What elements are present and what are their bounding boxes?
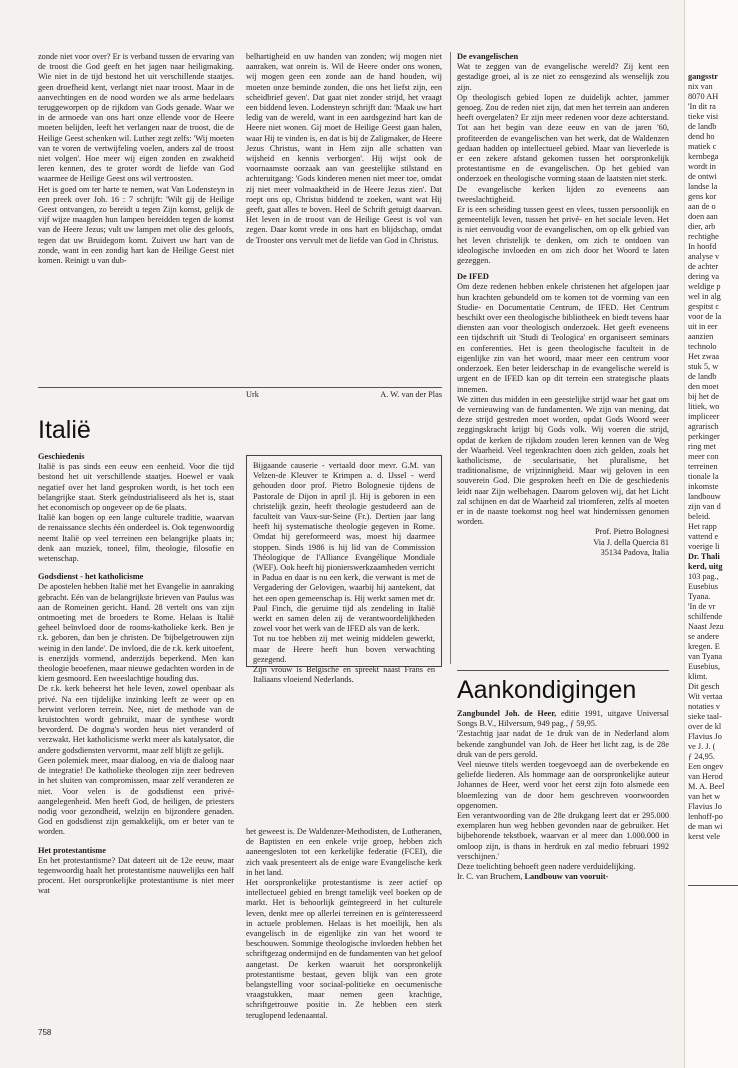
adjacent-page-line: aan de o bbox=[688, 202, 716, 211]
adjacent-page-line: landse la bbox=[688, 182, 718, 191]
section-title-italie: Italië bbox=[38, 416, 91, 444]
right-column bbox=[457, 52, 669, 558]
book-title: Zangbundel Joh. de Heer, bbox=[457, 709, 557, 718]
paragraph: Een verantwoording van de 28e drukgang leert dat er 295.000 exemplaren hun weg hebben gevonden naar de gebruiker. Het bijbehorende tekstboek, waarvan er al meer dan 1.000.000 in omloop zijn, is thans in herdruk en zal medio februari 1992 verschijnen.' bbox=[457, 811, 669, 861]
paragraph: Er is een scheiding tussen geest en vlees, tussen persoonlijk en gemeentelijk leven, tussen het privé- en het sociale leven. Het is niet eenvoudig voor de evangelischen, om op elk gebied van het leven christelijk te denken, om zich te ontdoen van ideologische invloeden en om zich door het Woord te laten gezeggen. bbox=[457, 205, 669, 266]
book-title: Landbouw van vooruit- bbox=[524, 872, 609, 882]
signature-place: Urk bbox=[246, 390, 259, 399]
adjacent-page-line: analyse v bbox=[688, 252, 720, 261]
top-divider bbox=[38, 387, 442, 388]
section-heading: Geschiedenis bbox=[38, 452, 85, 461]
adjacent-page-line: notaties v bbox=[688, 702, 721, 711]
paragraph: Wat te zeggen van de evangelische wereld? Zij kent een gestadige groei, al is ze niet zo eensgezind als wenselijk zou zijn. bbox=[457, 62, 669, 92]
adjacent-page-line: sieke taal- bbox=[688, 712, 722, 721]
intro-box bbox=[246, 455, 442, 685]
adjacent-page-line: kernbega bbox=[688, 152, 719, 161]
paragraph: Tot nu toe hebben zij met weinig middelen gewerkt, maar de Heere heeft hun boven verwachting gezegend. bbox=[253, 634, 435, 664]
adjacent-page-line: ƒ 24,95. bbox=[688, 752, 715, 761]
adjacent-page-line: de achter bbox=[688, 262, 719, 271]
adjacent-page-line: Het rapp bbox=[688, 522, 717, 531]
adjacent-page-line: aanzien bbox=[688, 332, 714, 341]
aankondigingen-divider bbox=[457, 670, 669, 671]
adjacent-page-line: voerige li bbox=[688, 542, 720, 551]
adjacent-page-line: Dr. Thali bbox=[688, 552, 720, 561]
adjacent-page-line: perkinger bbox=[688, 432, 720, 441]
adjacent-page-line: de landb bbox=[688, 372, 717, 381]
adjacent-page-line: technolo bbox=[688, 342, 717, 351]
adjacent-page-line: ve J. J. ( bbox=[688, 742, 716, 751]
paragraph: We zitten dus midden in een geestelijke strijd waar het gaat om de vernieuwing van de fundamenten. We zijn van mening, dat deze strijd gestreden moet worden, opdat Gods Woord weer zeggingskracht krijgt bij Gods volk. Wij voeren die strijd, opdat de kerken de rijkdom zouden leren kennen van de Weg der Waarheid. Veel tegenkrachten doen zich gelden, zoals het katholicisme, de secularisatie, het pluralisme, het traditionalisme, de vrijzinnigheid. Maar wij geloven in een souverein God. Die gesproken heeft en Die de geschiedenis leidt naar Zijn welbehagen. Daarom geloven wij, dat het Licht zal schijnen en dat de Waarheid zal triomferen, zelfs al moeten er in de naaste toekomst nog heel wat hindernissen genomen worden. bbox=[457, 394, 669, 527]
adjacent-page-line: se andere bbox=[688, 632, 720, 641]
adjacent-page-line: Tyana. bbox=[688, 592, 711, 601]
adjacent-page-line: Het zwaa bbox=[688, 352, 720, 361]
adjacent-page-line: wel in alg bbox=[688, 292, 721, 301]
adjacent-page-line: 103 pag., bbox=[688, 572, 719, 581]
adjacent-page-line: 8070 AH bbox=[688, 92, 719, 101]
paragraph: Zijn vrouw is Belgische en spreekt naast Frans en Italiaans vloeiend Nederlands. bbox=[253, 665, 435, 685]
italie-left-column bbox=[38, 452, 234, 897]
paragraph: belhartigheid en uw handen van zonden; wij mogen niet aanraken, wat onrein is. Wil de Heere onder ons wonen, wij mogen geen een zonde aan de hand houden, wij moeten onze beminde zonden, die ons het liefst zijn, een scheidbrief geven'. Dat gaat niet zonder strijd, het vraagt een biddend leven. Lodensteyn schrijft dan: 'Maak uw hart ledig van de wereld, want in een aardsgezind hart kan de Heere niet wonen. Gij moet de Heilige Geest gaan halen, waar Hij te vinden is, en dat is bij de Zaligmaker, de Heere Jezus Christus, want in Hem zijn alle schatten van wijsheid en kennis verborgen'. Hij wijst ook de voornaamste oorzaak aan van geestelijke stilstand en achteruitgang: 'Gods kinderen menen niet meer toe, omdat zij niet meer volmaaktheid in de Heere Jezus zien'. Dat roept ons op, Christus biddend te zoeken, want wat Hij geeft, gaat alles te boven. Heel de Schrift getuigt daarvan. Het leven in de troost van de Heilige Geest is vol van zegen. Daar komt vrede in ons hart en blijdschap, omdat de Trooster ons vervult met de liefde van God in Christus. bbox=[246, 52, 442, 245]
adjacent-page-line: nix van bbox=[688, 82, 713, 91]
aankondigingen-column bbox=[457, 709, 669, 882]
paragraph: Het is goed om ter harte te nemen, wat Van Lodensteyn in een preek over Joh. 16 : 7 schrijft: 'Wilt gij de Heilige Geest ontvangen, zo bereidt u tegen Zijn komst, gelijk de vijf wijze maagden hun lampen bereidden tegen de komst van de Heere Jezus; vult uw lampen met olie des geloofs, tegen dat uw Bruidegom komt. Zuivert uw hart van de zonde, want in een zondig hart kan de Heilige Geest niet komen. Reinigt u van dub- bbox=[38, 184, 234, 266]
adjacent-page-line: klimt. bbox=[688, 672, 708, 681]
paragraph: Bijgaande causerie - vertaald door mevr. G.M. van Velzen-de Kleuver te Krimpen a. d. IJssel - werd gehouden door prof. Pietro Bolognesie tijdens de Pastorale de Dijon in april jl. Hij is geboren in een christelijk gezin, heeft theologie gestudeerd aan de faculteit van Vaux-sur-Seine (Fr.). Dertien jaar lang heeft hij systematische theologie gegeven in Rome. Omdat hij gereformeerd was, moest hij daarmee stoppen. Sinds 1986 is hij lid van de Commission Théologique de l'Alliance Evangélique Mondiale (WEF). Ook heeft hij pionierswerkzaamheden verricht in Padua en daar is nu een kerk, die verwant is met de Vergadering der Gelovigen, waarbij hij aantekent, dat het een open gemeenschap is. Hij werkt samen met dr. Paul Finch, die geruime tijd als zendeling in Italië werkt en samen delen zij de verantwoordelijkheden zowel voor het werk van de IFED als van de kerk. bbox=[253, 461, 435, 634]
adjacent-page-line: rechtighe bbox=[688, 232, 719, 241]
adjacent-page-line: terreinen bbox=[688, 462, 718, 471]
adjacent-page-line: de landb bbox=[688, 122, 717, 131]
section-heading: De evangelischen bbox=[457, 52, 519, 61]
adjacent-page-line: voor de la bbox=[688, 312, 722, 321]
adjacent-page-line: den moet bbox=[688, 382, 719, 391]
adjacent-page-line: de ontwi bbox=[688, 172, 717, 181]
adjacent-page-line: In hoofd bbox=[688, 242, 717, 251]
adjacent-page-line: 'In dit ra bbox=[688, 102, 716, 111]
adjacent-page-line: van het w bbox=[688, 792, 721, 801]
paragraph: En het protestantisme? Dat dateert uit de 12e eeuw, maar tegenwoordig haalt het protestantisme nauwelijks een half procent. Het oorspronkelijke protestantisme is niet meer wat bbox=[38, 855, 234, 896]
column-divider bbox=[450, 52, 451, 664]
adjacent-page-line: Flavius Jo bbox=[688, 802, 722, 811]
signature-author: A. W. van der Plas bbox=[380, 390, 442, 399]
middle-top-column bbox=[246, 52, 442, 246]
adjacent-page-line: van Tyana bbox=[688, 652, 723, 661]
paragraph: zonde niet voor over? Er is verband tussen de ervaring van de troost die God geeft en het jagen naar heiligmaking. Wie niet in de tijd bestond het uit verschillende staatjes. geen droefheid kent, verlangt niet naar troost. Maar in de aanvechtingen en de nood worden we als arme bedelaars teruggeworpen op de rijkdom van Gods genade. Waar we in de armoede van ons hart onze ellende voor de Heere moeten belijden, leeft het verlangen naar de troost, die de Heilige Geest schenken wil. Luther zegt zelfs: 'Wij moeten van te voren de vertwijfeling voelen, anders zal de troost niet volgen'. Hoe meer wij eigen zonden en zwakheid leren kennen, des te groter wordt de liefde van God waarmee de Heilige Geest ons wil vertroosten. bbox=[38, 52, 234, 184]
paragraph: De evangelische kerken lijden zo eveneens aan tweeslachtigheid. bbox=[457, 184, 669, 204]
adjacent-page-line: Dit gesch bbox=[688, 682, 720, 691]
paragraph: Italië kan bogen op een lange culturele traditie, waarvan de renaissance slechts één onderdeel is. Ook tegenwoordig neemt Italië op veel terreinen een belangrijke plaats in; denk aan muziek, toneel, film, theologie, filosofie en wetenschap. bbox=[38, 513, 234, 564]
page-number: 758 bbox=[38, 1028, 52, 1037]
adjacent-page-line: kerd, uitg bbox=[688, 562, 723, 571]
adjacent-page-line: Wit vertaa bbox=[688, 692, 723, 701]
address-line: Prof. Pietro Bolognesi bbox=[595, 527, 669, 537]
adjacent-page-line: kerst vele bbox=[688, 832, 721, 841]
adjacent-page-line: Een ongev bbox=[688, 762, 724, 771]
adjacent-page-line: tieke visi bbox=[688, 112, 719, 121]
adjacent-page-line: van Herod bbox=[688, 772, 723, 781]
adjacent-page-line: stuk 5, w bbox=[688, 362, 719, 371]
adjacent-page-edge bbox=[684, 0, 738, 1068]
section-heading: Godsdienst - het katholicisme bbox=[38, 572, 144, 582]
adjacent-page-line: landbouw bbox=[688, 492, 721, 501]
section-title-aankondigingen: Aankondigingen bbox=[457, 676, 637, 704]
adjacent-page-line: 'In de vr bbox=[688, 602, 716, 611]
signature bbox=[246, 390, 442, 400]
adjacent-page-line: gespitst c bbox=[688, 302, 720, 311]
paragraph: het geweest is. De Waldenzer-Methodisten, de Lutheranen, de Baptisten en een enkele vrije groep, hebben zich aaneengesloten tot een kerkelijke federatie (FCEI), die zich vaak presenteert als de enige ware Evangelische kerk in het land. bbox=[246, 827, 442, 877]
section-heading: Het protestantisme bbox=[38, 845, 106, 855]
left-top-column bbox=[38, 52, 234, 266]
book-entry bbox=[457, 709, 669, 729]
adjacent-page-text bbox=[688, 72, 738, 842]
address-line: 35134 Padova, Italia bbox=[600, 547, 669, 557]
adjacent-page-line: uit in eer bbox=[688, 322, 718, 331]
adjacent-page-line: impliceer bbox=[688, 412, 720, 421]
adjacent-page-line: Eusebius bbox=[688, 582, 718, 591]
adjacent-page-line: dend ho bbox=[688, 132, 715, 141]
italie-middle-column bbox=[246, 827, 442, 1021]
adjacent-page-line: over de kl bbox=[688, 722, 722, 731]
adjacent-page-line: M. A. Beel bbox=[688, 782, 725, 791]
paragraph: De apostelen hebben Italië met het Evangelie in aanraking gebracht. Eén van de belangrijkste brieven van Paulus was aan de Romeinen gericht. Hand. 28 vertelt ons van zijn ontmoeting met de broeders te Rome. Helaas is Italië geheel beïnvloed door de rooms-katholieke kerk. Ben je r.k. geboren, dan ben je christen. De 'bijbelgetrouwen zijn weinig in den lande'. De invloed, die de r.k. kerk uitoefent, is enerzijds vormend, anderzijds beperkend. Men kan theologie beoefenen, maar nieuwe gedachten worden in de kiem gesmoord. Een tweeslachtige houding dus. bbox=[38, 582, 234, 684]
paragraph: Italië is pas sinds een eeuw een eenheid. Voor die tijd bestond het uit verschillende staatjes. Hoewel er vaak negatief over het land gesproken wordt, is het toch een belangrijke staat. Sterk geïndustrialiseerd als het is, staat het economisch op ongeveer op de 6e plaats. bbox=[38, 462, 234, 513]
adjacent-page-line: weldige p bbox=[688, 282, 721, 291]
paragraph: Deze toelichting behoeft geen nadere verduidelijking. bbox=[457, 862, 636, 872]
paragraph: 'Zestachtig jaar nadat de 1e druk van de in Nederland alom bekende zangbundel van Joh. de Heer het licht zag, is de 28e druk van de pers gerold. bbox=[457, 729, 669, 759]
adjacent-page-line: lenhoff-po bbox=[688, 812, 723, 821]
author: Ir. C. van Bruchem, bbox=[457, 872, 525, 882]
adjacent-page-line: Flavius Jo bbox=[688, 732, 722, 741]
adjacent-page-line: zijn van d bbox=[688, 502, 721, 511]
adjacent-page-rule bbox=[688, 885, 738, 886]
adjacent-page-line: meer con bbox=[688, 452, 719, 461]
adjacent-page-line: litiek, wo bbox=[688, 402, 720, 411]
paragraph: De r.k. kerk beheerst het hele leven, zowel openbaar als privé. Na een tijdelijke inzinking leeft ze weer op en herwint verloren terrein. Nee, niet de methode van de kruistochten wordt gebruikt, maar de synthese wordt bevorderd. De dogma's worden heus niet veranderd of verzwakt. Het katholicisme werkt meer als katalysator, die andere godsdiensten vervormt, maar zelf blijft ze gelijk. bbox=[38, 684, 234, 755]
address-line: Via J. della Quercia 81 bbox=[593, 537, 669, 547]
adjacent-page-line: vattend e bbox=[688, 532, 719, 541]
adjacent-page-line: gens kor bbox=[688, 192, 717, 201]
book-entry bbox=[457, 872, 669, 882]
adjacent-page-line: schilfende bbox=[688, 612, 723, 621]
adjacent-page-line: inkomste bbox=[688, 482, 719, 491]
paragraph: Het oorspronkelijke protestantisme is zeer actief op intellectueel gebied en brengt tamelijk veel boeken op de markt. Het is behoorlijk geïntegreerd in het culturele leven, denkt mee op allerlei terreinen en is geïnteresseerd in actuele problemen. Helaas is het moeilijk, hen als evangelisch in de eigenlijke zin van het woord te beschouwen. Sommige theologische invloeden hebben het schriftgezag ondermijnd en de fundamenten van het geloof aangetast. De kerken waaruit het oorspronkelijk protestantisme bestaat, geven blijk van een grote belangstelling voor sociaal-politieke en oecumenische vraagstukken, maar nemen geen krachtige, schriftgetrouwe positie in. Ze hebben een sterk teruglopend ledenaantal. bbox=[246, 878, 442, 1020]
adjacent-page-line: de man wi bbox=[688, 822, 723, 831]
paragraph: Op theologisch gebied lopen ze duidelijk achter, jammer genoeg. Zou de reden niet zijn, dat men het terrein aan anderen heeft overgelaten? Er zijn meer redenen voor deze achterstand. Tot aan het begin van deze eeuw en van de jaren '60, profiteerden de evangelischen van het werk, dat de Waldenzen gedaan hadden op intellectueel gebied. Maar van lieverlede is er een zekere afstand gekomen tussen het oorspronkelijk protestantisme en de evangelischen. Op het gebied van onderzoek en theologische vorming staan de laatsten niet sterk. bbox=[457, 92, 669, 184]
adjacent-page-line: doen aan bbox=[688, 212, 718, 221]
paragraph: Geen polemiek meer, maar dialoog, en via de dialoog naar de integratie! De katholieke theologen zijn zeer bedreven in het sluiten van compromissen, maar zelf veranderen ze niet. Voor velen is de godsdienst een privé-aangelegenheid. Men heeft God, de heiligen, de priesters nodig voor gezondheid, welzijn en bijzondere genaden. God en godsdienst zijn gemakkelijk, om er beter van te worden. bbox=[38, 755, 234, 837]
adjacent-page-line: wordt in bbox=[688, 162, 716, 171]
adjacent-page-line: Eusebius, bbox=[688, 662, 721, 671]
adjacent-page-line: matiek c bbox=[688, 142, 717, 151]
adjacent-page-line: Naast Jezu bbox=[688, 622, 724, 631]
paragraph: Om deze redenen hebben enkele christenen het afgelopen jaar hun krachten gebundeld om te komen tot de vorming van een Studie- en Documentatie Centrum, de IFED. Het Centrum beschikt over een theologische bibliotheek en biedt tevens haar diensten aan voor theologisch onderzoek. Het geeft eveneens een tijdschrift uit 'Studi di Teologica' en organiseert seminars en conferenties. Het is geen theologische faculteit in de eigenlijke zin van het woord, maar meer een centrum voor onderzoek. Een beter leiderschap in de evangelische wereld is urgent en de IFED kan op dit terrein een strategische plaats innemen. bbox=[457, 282, 669, 394]
adjacent-page-line: agrarisch bbox=[688, 422, 719, 431]
adjacent-page-line: gangsstr bbox=[688, 72, 718, 81]
adjacent-page-line: bij het de bbox=[688, 392, 719, 401]
adjacent-page-line: beleid. bbox=[688, 512, 711, 521]
adjacent-page-line: kregen. E bbox=[688, 642, 720, 651]
adjacent-page-line: dering va bbox=[688, 272, 720, 281]
adjacent-page-line: tionale la bbox=[688, 472, 719, 481]
paragraph: Veel nieuwe titels werden toegevoegd aan de overbekende en geliefde liederen. Als hommage aan de oorspronkelijke auteur Johannes de Heer, werd voor het eerst zijn foto alsmede een bloemlezing van de door hem geschreven voorwoorden opgenomen. bbox=[457, 760, 669, 810]
book-details: editie 1991, uitgave Universal Songs B.V., Hilversum, 949 pag., ƒ 59,95. bbox=[457, 709, 669, 729]
adjacent-page-line: dier, arb bbox=[688, 222, 716, 231]
section-heading: De IFED bbox=[457, 272, 489, 282]
adjacent-page-line: ring met bbox=[688, 442, 716, 451]
